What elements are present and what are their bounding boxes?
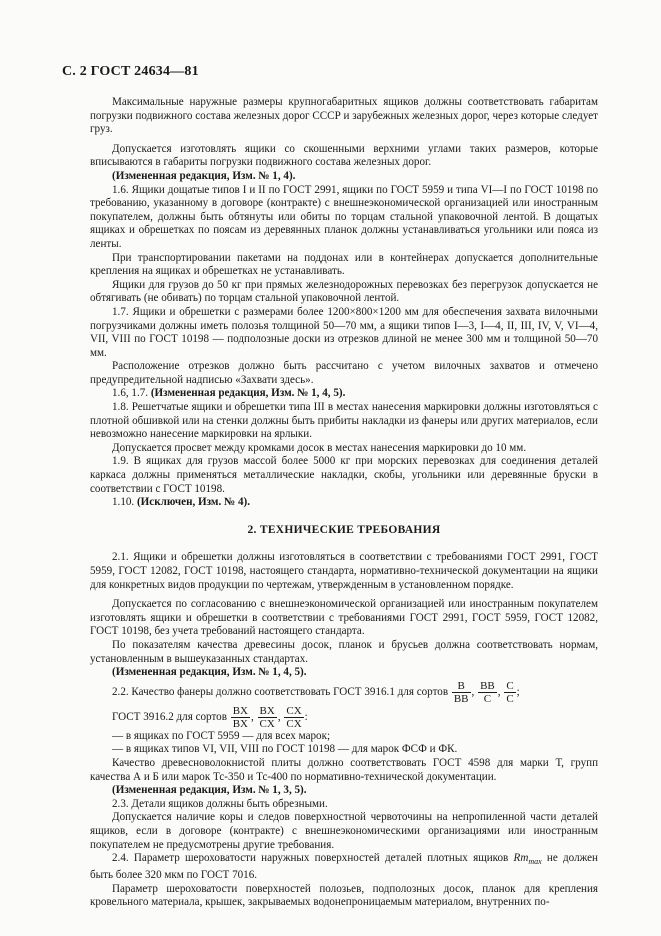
paragraph: Допускается по согласованию с внешнеэкономической организацией или иностранным покупателем изготовлять ящики и обрешетки в соответствии с требованиями ГОСТ 2991, ГОСТ 5959, ГОСТ 12082, ГОСТ 10198, без учета требований настоящего стандарта. [90,598,598,638]
fraction: $\frac{BX}{BX}$ [232,704,248,730]
list-item: — в ящиках по ГОСТ 5959 — для всех марок; [112,729,331,742]
fraction: $\frac{BX}{CX}$ [259,704,275,730]
formula-line: ГОСТ 3916.2 для сортов $\frac{BX}{BX}$ , $\frac{BX}{CX}$ , $\frac{CX}{CX}$ : [112,704,308,730]
fraction: $\frac{B}{BB}$ [453,679,469,705]
paragraph: Качество древесноволокнистой плиты должно соответствовать ГОСТ 4598 для марки Т, групп качества А и Б или марок Тс-350 и Тс-400 по нормативно-технической документации. [90,756,598,783]
clause-2-4: 2.4. Параметр шероховатости наружных поверхностей деталей плотных ящиков $Rm_{max}$ не должен быть более 320 мкм по ГОСТ 7016. [90,852,598,881]
clause-1-7: 1.7. Ящики и обрешетки с размерами более 1200×800×1200 мм для обеспечения захвата вилочными погрузчиками должны иметь полозья толщиной 50—70 мм, а ящики типов I—3, I—4, II, III, IV, V, VI—4, VII, VIII по ГОСТ 10198 — подполозные доски из отрезков длиной не менее 300 мм и толщиной 50—70 мм. [90,305,598,359]
clause-1-10: 1.10. (Исключен, Изм. № 4). [112,496,250,509]
clause-2-2: 2.2. Качество фанеры должно соответствовать ГОСТ 3916.1 для сортов $\frac{B}{BB}$ , $\frac{BB}{C}$ , $\frac{C}{C}$ ; [112,679,520,705]
fraction: $\frac{CX}{CX}$ [286,704,302,730]
page-header: С. 2 ГОСТ 24634—81 [62,64,199,79]
paragraph: Расположение отрезков должно быть рассчитано с учетом вилочных захватов и отмечено предупредительной надписью «Захвати здесь». [90,360,598,386]
document-body [90,96,598,910]
paragraph: Максимальные наружные размеры крупногабаритных ящиков должны соответствовать габаритам погрузки подвижного состава железных дорог СССР и зарубежных железных дорог, через которые следует груз. [90,96,598,136]
clause-1-6: 1.6. Ящики дощатые типов I и II по ГОСТ 2991, ящики по ГОСТ 5959 и типа VI—I по ГОСТ 10198 по требованию, указанному в договоре (контракте) с внешнеэкономической организацией или иностранным покупателем, должны быть обтянуты или обиты по торцам стальной упаковочной лентой. В дощатых ящиках и обрешетках по поясам из деревянных планок должны устанавливаться угольники или пояса из ленты. [90,183,598,250]
list-item: — в ящиках типов VI, VII, VIII по ГОСТ 10198 — для марок ФСФ и ФК. [112,743,458,756]
clause-2-1: 2.1. Ящики и обрешетки должны изготовляться в соответствии с требованиями ГОСТ 2991, ГОСТ 5959, ГОСТ 12082, ГОСТ 10198, настоящего стандарта, нормативно-технической документации на ящики для конкретных видов продукции по чертежам, утвержденным в установленном порядке. [90,551,598,591]
clause-1-9: 1.9. В ящиках для грузов массой более 5000 кг при морских перевозках для соединения деталей каркаса должны применяться металлические накладки, скобы, угольники или деревянные бруски в соответствии с ГОСТ 10198. [90,455,598,495]
paragraph: Допускается наличие коры и следов поверхностной червоточины на непропиленной части деталей ящиков, если в договоре (контракте) с внешнеэкономическими организациями или иностранным покупателем не предусмотрены другие требования. [90,811,598,851]
clause-2-3: 2.3. Детали ящиков должны быть обрезными. [112,797,328,810]
amendment-note: 1.6, 1.7. (Измененная редакция, Изм. № 1, 4, 5). [112,387,346,400]
paragraph: Допускается просвет между кромками досок в местах нанесения маркировки до 10 мм. [112,441,527,454]
paragraph: Ящики для грузов до 50 кг при прямых железнодорожных перевозках без перегрузок допускается не обтягивать (не обивать) по торцам стальной упаковочной лентой. [90,278,598,305]
fraction: $\frac{C}{C}$ [506,679,514,705]
paragraph: Параметр шероховатости поверхностей полозьев, подполозных досок, планок для крепления кровельного материала, крышек, закрываемых водонепроницаемым материалом, внутренних по- [90,882,598,909]
section-title: 2. ТЕХНИЧЕСКИЕ ТРЕБОВАНИЯ [247,523,441,536]
amendment-note: (Измененная редакция, Изм. № 1, 3, 5). [112,784,307,797]
amendment-note: (Измененная редакция, Изм. № 1, 4). [112,169,296,182]
fraction: $\frac{BB}{C}$ [480,679,495,705]
amendment-note: (Измененная редакция, Изм. № 1, 4, 5). [112,666,307,679]
clause-1-8: 1.8. Решетчатые ящики и обрешетки типа III в местах нанесения маркировки должны изготовляться с плотной обшивкой или на стенки должны быть прибиты накладки из фанеры или других материалов, если невозможно нанесение маркировки на ярлыки. [90,401,598,441]
paragraph: По показателям качества древесины досок, планок и брусьев должна соответствовать нормам, установленным в вышеуказанных стандартах. [90,638,598,665]
paragraph: Допускается изготовлять ящики со скошенными верхними углами таких размеров, которые вписываются в габариты погрузки подвижного состава железных дорог. [90,142,598,169]
paragraph: При транспортировании пакетами на поддонах или в контейнерах допускается дополнительные крепления на ящиках и обрешетках не устанавливать. [90,251,598,278]
